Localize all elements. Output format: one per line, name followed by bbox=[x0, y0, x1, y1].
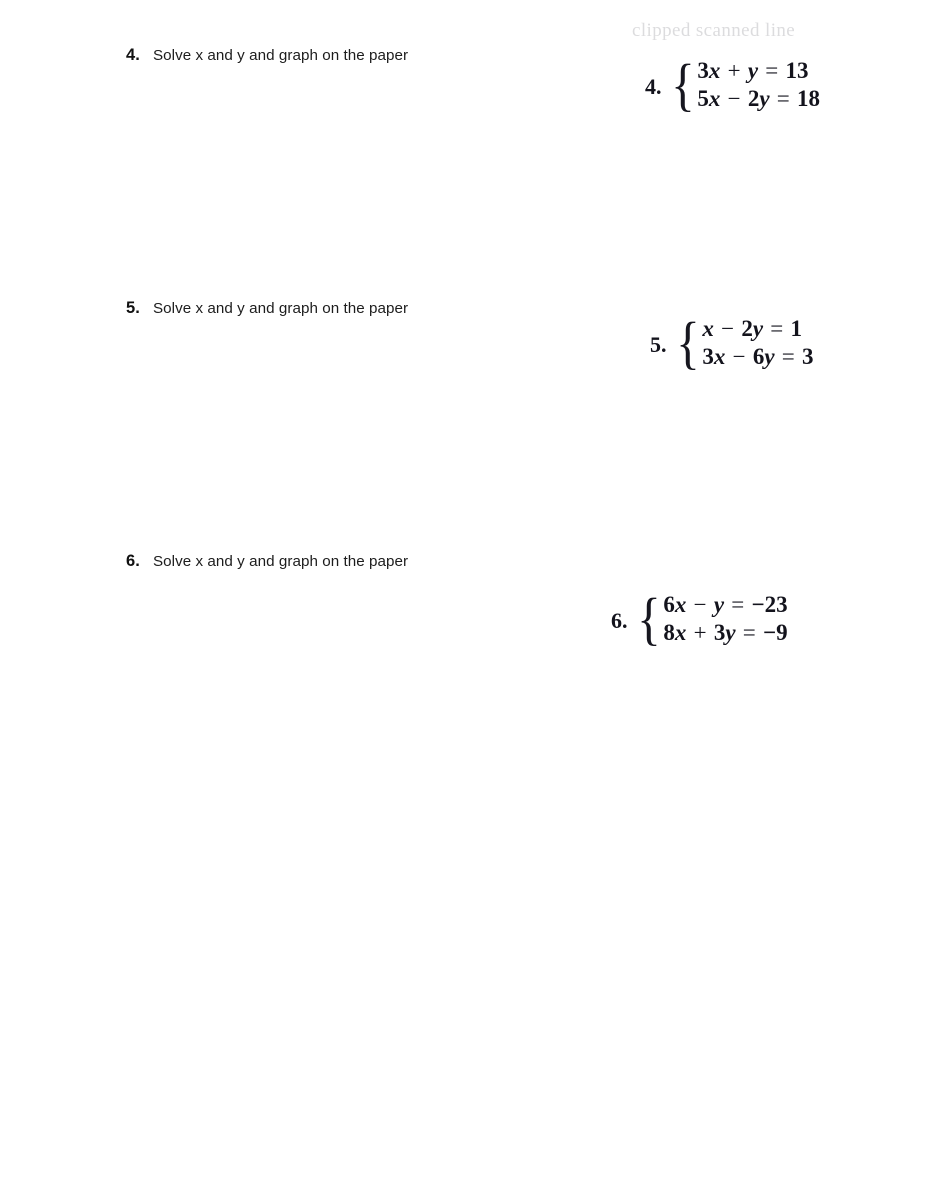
question-number: 5. bbox=[126, 299, 140, 317]
question-number: 6. bbox=[126, 552, 140, 570]
equation-line: x − 2y = 1 bbox=[702, 316, 803, 341]
question-prompt: Solve x and y and graph on the paper bbox=[153, 300, 409, 317]
question-number: 4. bbox=[126, 46, 140, 64]
equation-line: 8x + 3y = −9 bbox=[663, 619, 788, 645]
question-prompt: Solve x and y and graph on the paper bbox=[153, 47, 409, 64]
clipped-scan-remnant-text: clipped scanned line bbox=[632, 20, 796, 41]
curly-brace-icon: { bbox=[670, 52, 695, 118]
question-row bbox=[126, 552, 408, 571]
equation-line: 6x − y = −23 bbox=[663, 592, 788, 617]
equation-line: 3x − 6y = 3 bbox=[702, 343, 814, 369]
equation-lines bbox=[702, 316, 813, 370]
equation-number: 6. bbox=[611, 608, 628, 634]
equation-system-image bbox=[650, 310, 814, 376]
equation-number: 4. bbox=[645, 74, 662, 100]
equation-lines bbox=[697, 58, 820, 112]
equation-system-image bbox=[611, 586, 788, 652]
question-row bbox=[126, 46, 408, 65]
question-row bbox=[126, 299, 408, 318]
curly-brace-icon: { bbox=[675, 310, 700, 376]
equation-lines bbox=[663, 592, 787, 646]
clipped-scan-remnant bbox=[632, 20, 844, 41]
equation-line: 5x − 2y = 18 bbox=[697, 85, 821, 111]
curly-brace-icon: { bbox=[636, 586, 661, 652]
equation-line: 3x + y = 13 bbox=[697, 58, 809, 83]
question-prompt: Solve x and y and graph on the paper bbox=[153, 553, 409, 570]
equation-number: 5. bbox=[650, 332, 667, 358]
equation-system-image bbox=[645, 52, 821, 118]
